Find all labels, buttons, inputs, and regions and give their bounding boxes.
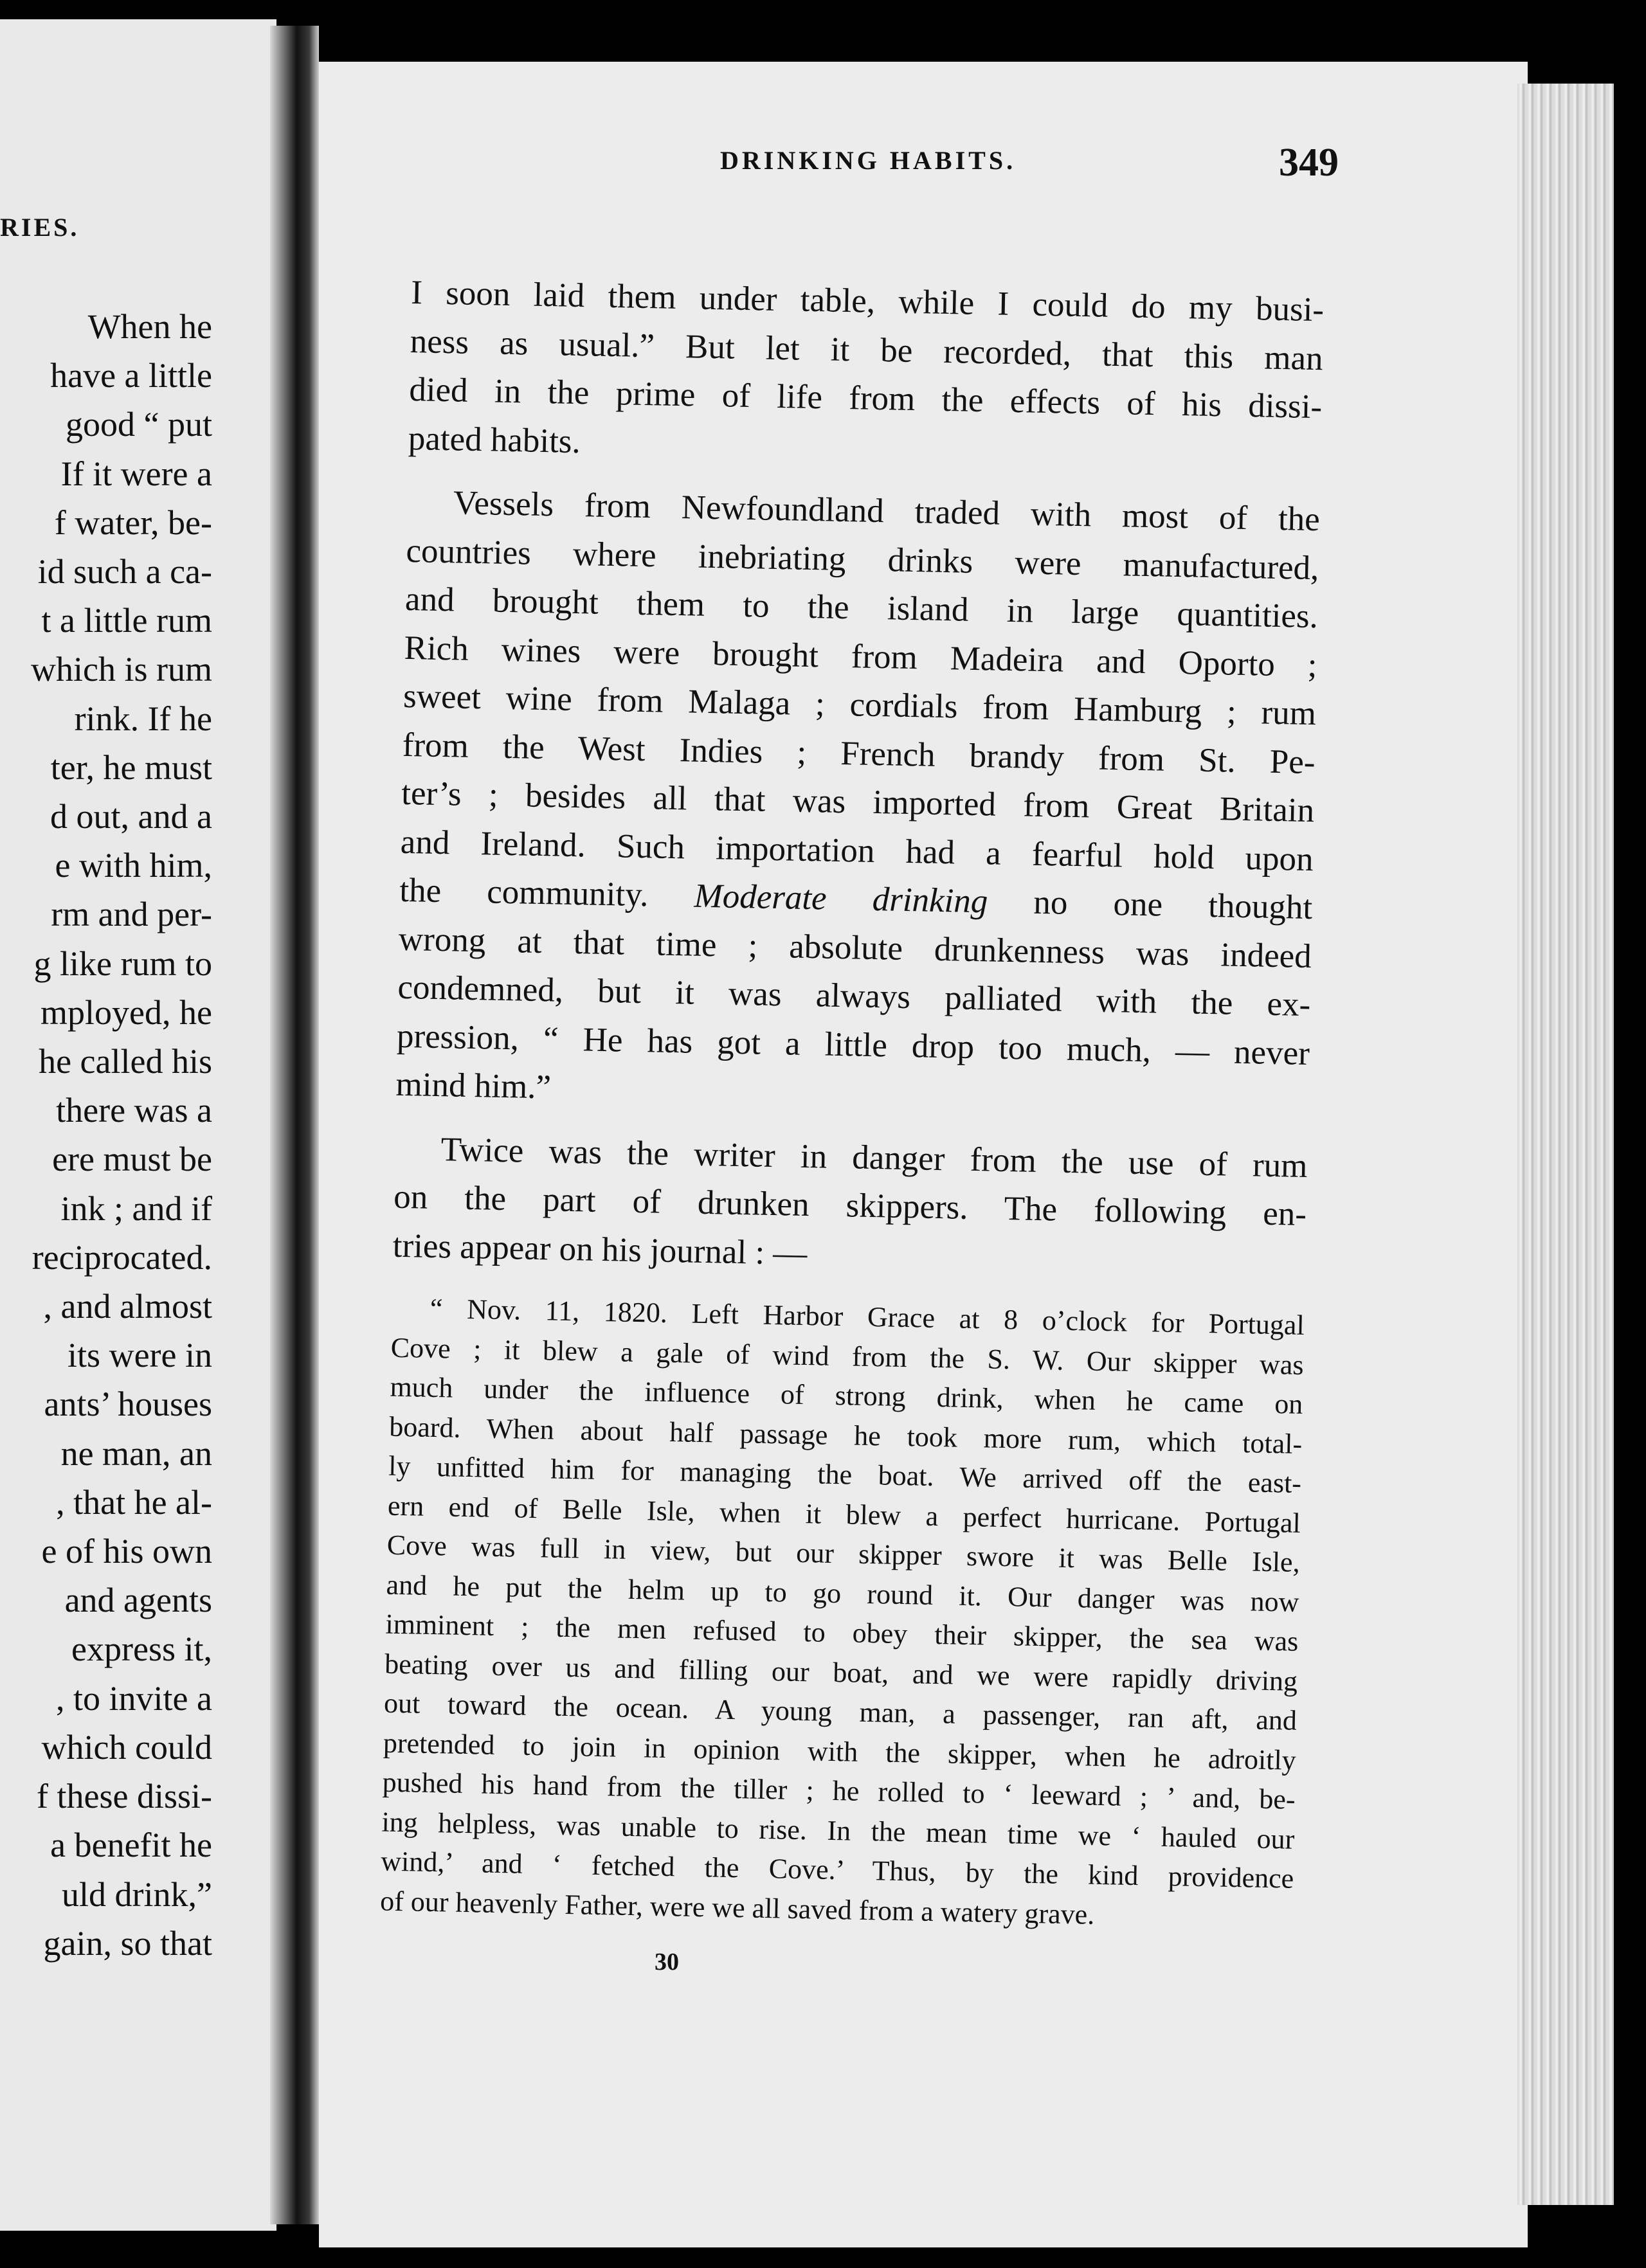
text-line: wrong at that time ; absolute drunkenness was indeed <box>398 920 1312 975</box>
text-segment: the community. <box>399 871 695 915</box>
left-text-line: ink ; and if <box>60 1189 212 1228</box>
text-segment: no one thought <box>987 883 1313 927</box>
left-text-line: , and almost <box>43 1287 212 1326</box>
body-text <box>380 269 1325 1938</box>
left-text-line: he called his <box>39 1042 212 1081</box>
text-line: on the part of drunken skippers. The following en- <box>393 1178 1307 1233</box>
journal-quote <box>380 1288 1305 1938</box>
quote-line: and he put the helm up to go round it. Our danger was now <box>386 1569 1299 1618</box>
left-text-line: there was a <box>56 1091 212 1130</box>
left-text-line: which is rum <box>31 650 212 689</box>
quote-line: board. When about half passage he took more rum, which total- <box>388 1410 1303 1460</box>
quote-line: ern end of Belle Isle, when it blew a perfect hurricane. Portugal <box>387 1490 1301 1539</box>
quote-line: much under the influence of strong drink, when he came on <box>390 1371 1303 1420</box>
left-text-line: good “ put <box>66 405 212 444</box>
left-text-line: uld drink,” <box>62 1875 212 1914</box>
left-text-line: f water, be- <box>54 503 212 542</box>
left-text-line: rink. If he <box>74 699 212 738</box>
page-header <box>400 141 1352 197</box>
left-text-line: ne man, an <box>60 1434 212 1473</box>
left-text-line: ter, he must <box>50 748 212 787</box>
text-line: from the West Indies ; French brandy from St. Pe- <box>402 726 1316 781</box>
text-line: died in the prime of life from the effects of his dissi- <box>408 370 1323 426</box>
text-line: pression, “ He has got a little drop too much, — never <box>396 1017 1310 1072</box>
italic-phrase: Moderate drinking <box>694 877 988 921</box>
text-line: and brought them to the island in large quantities. <box>404 580 1319 636</box>
left-text-line: If it were a <box>60 454 212 493</box>
page-number: 349 <box>1279 141 1339 184</box>
left-page <box>0 19 276 2231</box>
left-text-line: d out, and a <box>50 797 212 836</box>
text-line: ness as usual.” But let it be recorded, that this man <box>410 322 1324 377</box>
quote-line: of our heavenly Father, were we all saved from a watery grave. <box>379 1885 1095 1931</box>
text-line: mind him.” <box>395 1065 552 1106</box>
left-text-line: g like rum to <box>33 944 212 983</box>
quote-line: pushed his hand from the tiller ; he rolled to ‘ leeward ; ’ and, be- <box>382 1766 1296 1815</box>
quote-line: ly unfitted him for managing the boat. We arrived off the east- <box>388 1450 1302 1499</box>
left-text-line: a benefit he <box>50 1826 212 1865</box>
left-text-line: ants’ houses <box>44 1385 212 1424</box>
quote-line: beating over us and filling our boat, and we were rapidly driving <box>384 1648 1298 1697</box>
paragraph-2 <box>395 478 1321 1127</box>
left-page-text <box>0 302 212 1968</box>
quote-line: imminent ; the men refused to obey their skipper, the sea was <box>385 1608 1299 1657</box>
text-line: Rich wines were brought from Madeira and Oporto ; <box>404 629 1317 684</box>
left-text-line: , that he al- <box>56 1482 212 1522</box>
left-running-head: RIES. <box>0 213 80 242</box>
text-line: sweet wine from Malaga ; cordials from Hamburg ; rum <box>402 677 1317 733</box>
left-text-line: gain, so that <box>43 1923 212 1963</box>
left-text-line: have a little <box>50 356 212 395</box>
left-text-line: id such a ca- <box>37 552 212 591</box>
left-text-line: express it, <box>71 1630 212 1669</box>
left-text-line: t a little rum <box>41 601 212 640</box>
left-text-line: , to invite a <box>56 1679 212 1718</box>
left-text-line: and agents <box>64 1581 212 1620</box>
quote-line: Cove was full in view, but our skipper swore it was Belle Isle, <box>386 1529 1301 1578</box>
text-line: I soon laid them under table, while I could do my busi- <box>410 273 1325 329</box>
left-text-line: f these dissi- <box>37 1777 212 1816</box>
left-text-line: When he <box>87 307 212 346</box>
text-line: Twice was the writer in danger from the use of rum <box>440 1130 1308 1185</box>
left-text-line: e with him, <box>55 846 212 885</box>
page-edges <box>1517 84 1614 2205</box>
quote-line: wind,’ and ‘ fetched the Cove.’ Thus, by the kind providence <box>380 1845 1294 1895</box>
left-text-line: its were in <box>68 1336 212 1375</box>
left-text-line: e of his own <box>41 1532 212 1571</box>
text-line: and Ireland. Such importation had a fearful hold upon <box>400 823 1314 878</box>
quote-line: ing helpless, was unable to rise. In the mean time we ‘ hauled our <box>381 1806 1295 1855</box>
left-text-line: rm and per- <box>51 895 212 934</box>
left-text-line: which could <box>41 1727 212 1767</box>
paragraph-1 <box>408 269 1325 480</box>
quote-line: Cove ; it blew a gale of wind from the S. W. Our skipper was <box>390 1331 1304 1381</box>
text-line: Vessels from Newfoundland traded with most of the <box>453 484 1321 539</box>
text-line: countries where inebriating drinks were manufactured, <box>406 532 1319 587</box>
text-line: ter’s ; besides all that was imported from Great Britain <box>401 774 1315 830</box>
left-text-line: mployed, he <box>41 993 212 1032</box>
quote-line: “ Nov. 11, 1820. Left Harbor Grace at 8 o’clock for Portugal <box>430 1292 1305 1341</box>
left-text-line: reciprocated. <box>32 1238 212 1277</box>
book-spine <box>270 26 319 2224</box>
quote-line: out toward the ocean. A young man, a passenger, ran aft, and <box>383 1687 1298 1736</box>
text-line: condemned, but it was always palliated with the ex- <box>397 968 1311 1024</box>
signature-mark: 30 <box>655 1949 679 1976</box>
running-head: DRINKING HABITS. <box>720 146 1017 175</box>
left-text-line: ere must be <box>52 1140 212 1179</box>
quote-line: pretended to join in opinion with the skipper, when he adroitly <box>383 1727 1297 1776</box>
text-line: tries appear on his journal : — <box>392 1227 808 1272</box>
text-line: pated habits. <box>408 419 581 460</box>
paragraph-3 <box>392 1124 1308 1288</box>
